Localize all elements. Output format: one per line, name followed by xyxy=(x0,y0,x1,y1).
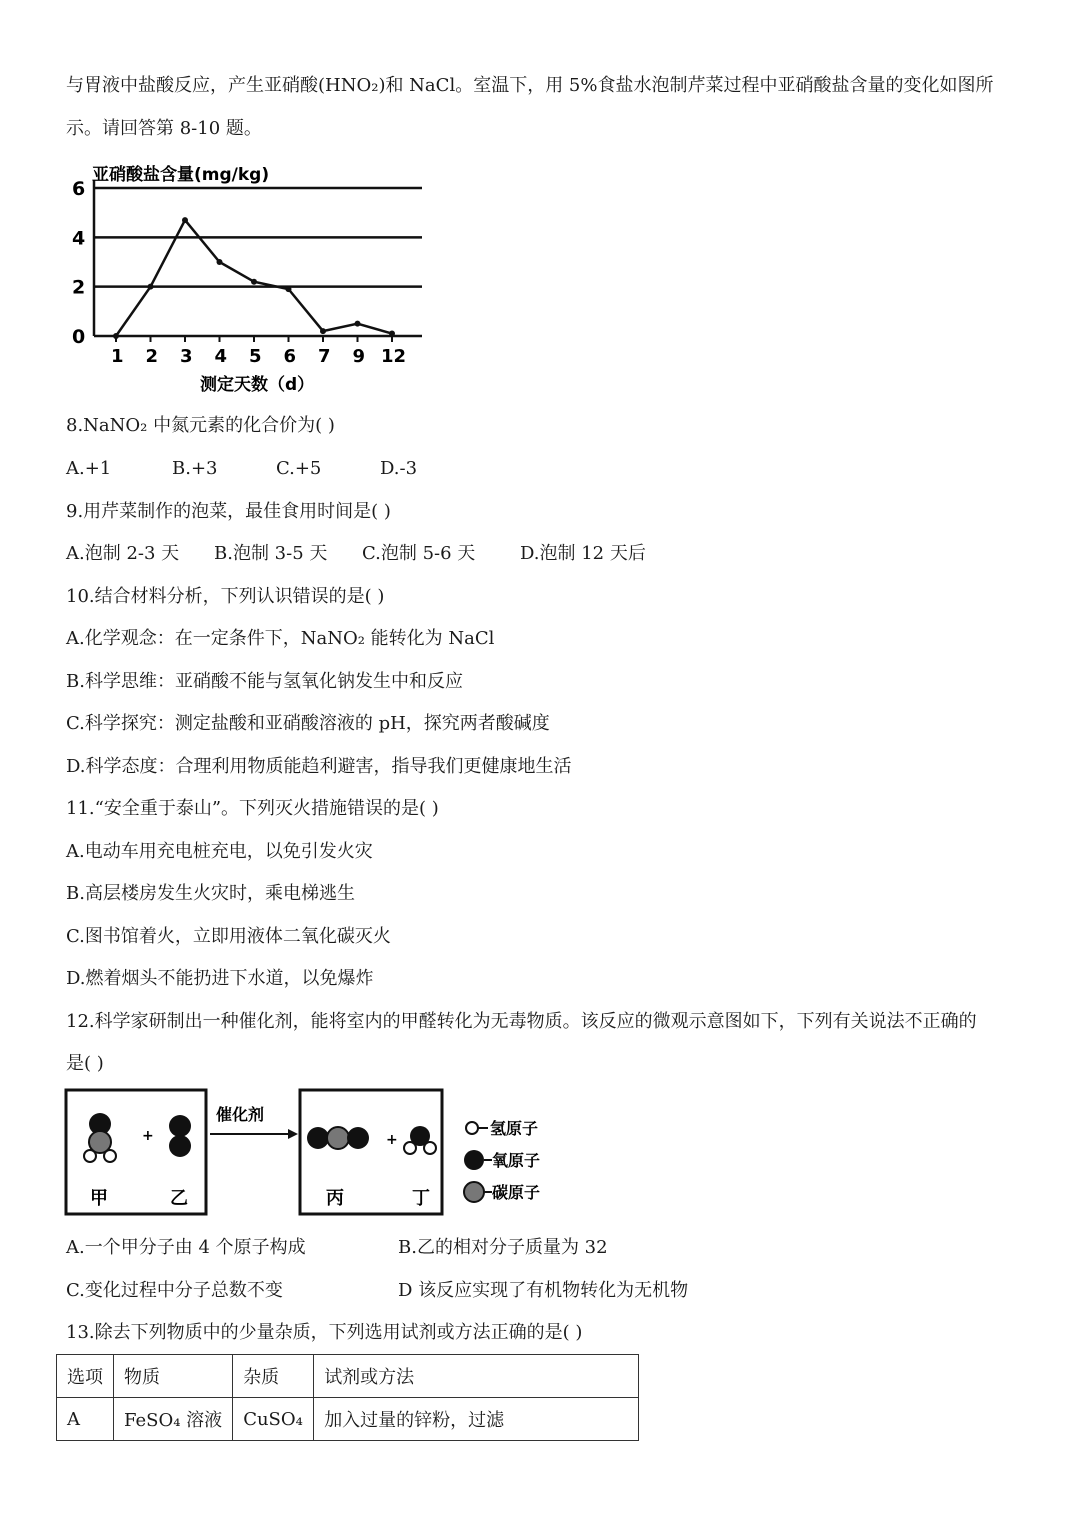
chart-grid xyxy=(94,188,422,336)
plus-sign-2: + xyxy=(386,1132,398,1148)
q12-option-a[interactable]: A.一个甲分子由 4 个原子构成 xyxy=(66,1237,306,1258)
q11-option-c[interactable]: C.图书馆着火，立即用液体二氧化碳灭火 xyxy=(66,926,391,947)
legend-carbon-icon xyxy=(464,1182,484,1202)
header-substance: 物质 xyxy=(114,1355,233,1398)
chart-point xyxy=(320,328,326,334)
label-jia: 甲 xyxy=(90,1188,108,1209)
q12-option-d[interactable]: D 该反应实现了有机物转化为无机物 xyxy=(398,1280,689,1301)
header-option: 选项 xyxy=(57,1355,114,1398)
chart-point xyxy=(286,286,292,292)
chart-point xyxy=(389,331,395,337)
table-row xyxy=(57,1398,639,1441)
q8-stem: 8.NaNO₂ 中氮元素的化合价为( ) xyxy=(66,415,335,436)
chart-y-tick-label: 4 xyxy=(72,227,86,250)
intro-line-1: 与胃液中盐酸反应，产生亚硝酸(HNO₂)和 NaCl。室温下，用 5%食盐水泡制芹菜过程中亚硝酸盐含量的变化如图所 xyxy=(66,75,994,96)
nitrite-line-chart xyxy=(60,150,440,400)
q9-stem: 9.用芹菜制作的泡菜，最佳食用时间是( ) xyxy=(66,501,391,522)
reaction-arrow-head xyxy=(288,1129,298,1139)
header-impurity: 杂质 xyxy=(233,1355,314,1398)
chart-x-ticks xyxy=(111,336,406,367)
label-bing: 丙 xyxy=(326,1188,344,1209)
q8-option-c[interactable]: C.+5 xyxy=(276,458,322,479)
q11-option-d[interactable]: D.燃着烟头不能扔进下水道，以免爆炸 xyxy=(66,968,374,989)
label-ding: 丁 xyxy=(412,1188,430,1209)
yi-oxygen-atom-1 xyxy=(169,1115,191,1137)
chart-point xyxy=(355,321,361,327)
chart-point xyxy=(251,279,257,285)
q8-option-b[interactable]: B.+3 xyxy=(172,458,218,479)
bing-oxygen-atom-2 xyxy=(347,1127,369,1149)
q9-option-b[interactable]: B.泡制 3-5 天 xyxy=(214,543,328,564)
chart-x-tick-label: 7 xyxy=(318,346,331,367)
q13-stem: 13.除去下列物质中的少量杂质，下列选用试剂或方法正确的是( ) xyxy=(66,1322,583,1343)
intro-line-2: 示。请回答第 8-10 题。 xyxy=(66,118,262,139)
legend-oxygen-icon xyxy=(464,1150,484,1170)
legend-hydrogen-icon xyxy=(466,1122,478,1134)
chart-y-tick-label: 6 xyxy=(72,178,86,200)
q12-option-c[interactable]: C.变化过程中分子总数不变 xyxy=(66,1280,283,1301)
q10-stem: 10.结合材料分析，下列认识错误的是( ) xyxy=(66,586,385,607)
q11-option-a[interactable]: A.电动车用充电桩充电，以免引发火灾 xyxy=(66,841,373,862)
bing-oxygen-atom-1 xyxy=(307,1127,329,1149)
chart-x-tick-label: 2 xyxy=(145,346,159,367)
yi-oxygen-atom-2 xyxy=(169,1135,191,1157)
cell-method: 加入过量的锌粉，过滤 xyxy=(314,1398,639,1441)
catalyst-label: 催化剂 xyxy=(216,1105,265,1124)
q12-stem-line-1: 12.科学家研制出一种催化剂，能将室内的甲醛转化为无毒物质。该反应的微观示意图如下，下列有关说法不正确的 xyxy=(66,1011,977,1032)
label-yi: 乙 xyxy=(170,1188,188,1209)
q9-option-d[interactable]: D.泡制 12 天后 xyxy=(520,543,646,564)
q13-table xyxy=(56,1354,639,1441)
chart-x-tick-label: 6 xyxy=(283,346,297,367)
jia-hydrogen-atom-1 xyxy=(84,1150,96,1162)
chart-x-tick-label: 3 xyxy=(180,346,193,367)
q9-option-c[interactable]: C.泡制 5-6 天 xyxy=(362,543,476,564)
q9-option-a[interactable]: A.泡制 2-3 天 xyxy=(66,543,180,564)
chart-x-tick-label: 5 xyxy=(249,346,262,367)
chart-point xyxy=(113,333,119,339)
q8-option-a[interactable]: A.+1 xyxy=(66,458,112,479)
chart-x-tick-label: 4 xyxy=(214,346,228,367)
q12-stem-line-2: 是( ) xyxy=(66,1053,104,1074)
bing-carbon-atom xyxy=(327,1127,349,1149)
chart-x-label: 测定天数（d） xyxy=(200,375,315,395)
legend-oxygen-label: 氧原子 xyxy=(492,1151,541,1170)
q9-options xyxy=(66,542,646,566)
legend-carbon-label: 碳原子 xyxy=(492,1183,541,1202)
chart-point xyxy=(148,284,154,290)
q12-options-row-1 xyxy=(66,1236,608,1260)
chart-point xyxy=(182,217,188,223)
cell-impurity: CuSO₄ xyxy=(233,1398,314,1441)
q8-options xyxy=(66,457,417,481)
chart-y-label: 亚硝酸盐含量(mg/kg) xyxy=(92,165,270,185)
header-method: 试剂或方法 xyxy=(314,1355,639,1398)
q10-option-c[interactable]: C.科学探究：测定盐酸和亚硝酸溶液的 pH，探究两者酸碱度 xyxy=(66,713,550,734)
jia-hydrogen-atom-2 xyxy=(104,1150,116,1162)
ding-hydrogen-atom-2 xyxy=(424,1142,436,1154)
reaction-micro-diagram xyxy=(64,1088,584,1218)
q10-option-d[interactable]: D.科学态度：合理利用物质能趋利避害，指导我们更健康地生活 xyxy=(66,756,572,777)
q11-option-b[interactable]: B.高层楼房发生火灾时，乘电梯逃生 xyxy=(66,883,355,904)
q8-option-d[interactable]: D.-3 xyxy=(380,458,418,479)
chart-x-tick-label: 12 xyxy=(381,346,407,367)
chart-y-ticks xyxy=(72,178,85,348)
chart-x-tick-label: 1 xyxy=(111,346,124,367)
chart-y-tick-label: 0 xyxy=(72,326,86,348)
plus-sign-1: + xyxy=(142,1128,154,1144)
cell-option: A xyxy=(57,1398,114,1441)
q10-option-a[interactable]: A.化学观念：在一定条件下，NaNO₂ 能转化为 NaCl xyxy=(66,628,495,649)
q10-option-b[interactable]: B.科学思维：亚硝酸不能与氢氧化钠发生中和反应 xyxy=(66,671,463,692)
q12-option-b[interactable]: B.乙的相对分子质量为 32 xyxy=(398,1237,608,1258)
chart-x-tick-label: 9 xyxy=(352,346,366,367)
q12-options-row-2 xyxy=(66,1279,688,1303)
table-header-row xyxy=(57,1355,639,1398)
q11-stem: 11.“安全重于泰山”。下列灭火措施错误的是( ) xyxy=(66,798,439,819)
chart-point xyxy=(217,259,223,265)
legend-hydrogen-label: 氢原子 xyxy=(490,1119,539,1138)
chart-y-tick-label: 2 xyxy=(72,276,86,299)
cell-substance: FeSO₄ 溶液 xyxy=(114,1398,233,1441)
ding-hydrogen-atom-1 xyxy=(404,1142,416,1154)
